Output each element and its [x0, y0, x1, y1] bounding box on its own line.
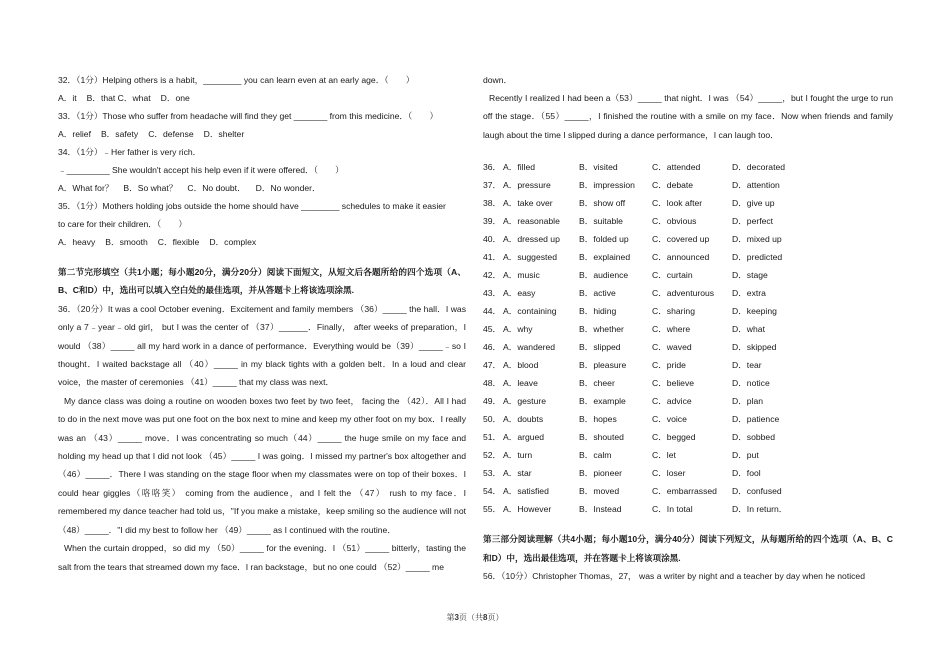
right-column — [483, 71, 893, 585]
option-a: A．containing — [503, 306, 557, 317]
question-35-options — [58, 233, 466, 251]
option-a: A．blood — [503, 360, 539, 371]
option-a: A．leave — [503, 378, 538, 389]
option: D．complex — [209, 237, 257, 247]
answer-row-38 — [483, 194, 893, 212]
option-b: B．slipped — [579, 342, 621, 353]
cloze-paragraph-4-text: Recently I realized I had been a（53）_____ that night．I was （54）_____，but I fought the urge to run off the stage．（55）_____，I finished the routine with a smile on my face．Now when friends and family laugh about the time I slipped during a dance performance，I can laugh too． — [483, 93, 893, 140]
option-c: C．waved — [652, 342, 692, 353]
answer-row-55 — [483, 500, 893, 518]
footer-middle: 页（共 — [459, 613, 483, 622]
option-a: A．suggested — [503, 252, 557, 263]
option-a: A．argued — [503, 432, 545, 443]
page-footer — [0, 612, 950, 623]
option-d: D．mixed up — [732, 234, 782, 245]
question-number: 51． — [483, 432, 502, 443]
option-a: A．pressure — [503, 180, 551, 191]
option-c: C．covered up — [652, 234, 710, 245]
option-b: B．example — [579, 396, 626, 407]
option-b: B．explained — [579, 252, 631, 263]
question-number: 37． — [483, 180, 502, 191]
option: C．No doubt． — [187, 183, 246, 193]
option: A．relief — [58, 129, 91, 139]
option-b: B．hiding — [579, 306, 617, 317]
option-a: A．filled — [503, 162, 536, 173]
question-34-stem: 34．（1分）﹣Her father is very rich． — [58, 147, 202, 157]
option: D．one — [160, 93, 190, 103]
answer-row-44 — [483, 302, 893, 320]
question-number: 36． — [483, 162, 502, 173]
page-number: 3 — [454, 613, 459, 622]
answer-row-47 — [483, 356, 893, 374]
option-d: D．predicted — [732, 252, 783, 263]
option-a: A．turn — [503, 450, 533, 461]
option: A．What for？ — [58, 183, 114, 193]
cloze-paragraph-3 — [58, 539, 466, 576]
option-d: D．plan — [732, 396, 764, 407]
option-d: D．notice — [732, 378, 770, 389]
option-b: B．cheer — [579, 378, 615, 389]
option-d: D．extra — [732, 288, 766, 299]
option: C．defense — [148, 129, 194, 139]
cloze-paragraph-1: 36．（20分）It was a cool October evening．Excitement and family members （36）_____ the hall．I was only a 7﹣year﹣old girl， but I was the center of （37）______．Finally， after weeks of preparation，I would （38）_____ all my hard work in a dance of performance．Everything would be（39）_____﹣so I thought．I waited backstage all （40）_____ in my black tights with a golden belt．In a loud and clear voice，the master of ceremonies （41）_____ that my class was next． — [58, 303, 466, 388]
option-a: A．However — [503, 504, 552, 515]
option: D．shelter — [203, 129, 245, 139]
option-c: C．In total — [652, 504, 693, 515]
answer-row-52 — [483, 446, 893, 464]
option-d: D．give up — [732, 198, 775, 209]
answer-row-46 — [483, 338, 893, 356]
question-number: 45． — [483, 324, 502, 335]
option-b: B．folded up — [579, 234, 629, 245]
question-33-options — [58, 125, 466, 143]
question-number: 43． — [483, 288, 502, 299]
question-34-options — [58, 179, 466, 197]
option-c: C．debate — [652, 180, 694, 191]
question-number: 53． — [483, 468, 502, 479]
section-2-heading: 第二节完形填空（共1小题；每小题20分，满分20分）阅读下面短文，从短文后各题所给的四个选项（A、B、C和D）中，选出可以填入空白处的最佳选项，并从答题卡上将该选项涂黑. — [58, 267, 466, 296]
answer-row-54 — [483, 482, 893, 500]
option-b: B．Instead — [579, 504, 622, 515]
question-number: 54． — [483, 486, 502, 497]
option-d: D．sobbed — [732, 432, 775, 443]
option: B．So what？ — [123, 183, 178, 193]
option-b: B．suitable — [579, 216, 623, 227]
left-column — [58, 71, 466, 576]
option-c: C．look after — [652, 198, 703, 209]
option-a: A．why — [503, 324, 533, 335]
question-32-stem: 32．（1分）Helping others is a habit，________ you can learn even at an early age．（ ） — [58, 75, 415, 85]
question-number: 47． — [483, 360, 502, 371]
question-number: 52． — [483, 450, 502, 461]
option-c: C．attended — [652, 162, 701, 173]
option: C．flexible — [157, 237, 200, 247]
option-d: D．decorated — [732, 162, 786, 173]
answer-row-49 — [483, 392, 893, 410]
option-a: A．easy — [503, 288, 536, 299]
option-c: C．believe — [652, 378, 695, 389]
question-number: 46． — [483, 342, 502, 353]
question-number: 40． — [483, 234, 502, 245]
answer-row-53 — [483, 464, 893, 482]
question-number: 48． — [483, 378, 502, 389]
option-c: C．sharing — [652, 306, 695, 317]
question-number: 38． — [483, 198, 502, 209]
answer-row-37 — [483, 176, 893, 194]
option: B．smooth — [105, 237, 148, 247]
footer-prefix: 第 — [446, 613, 455, 622]
option-d: D．stage — [732, 270, 768, 281]
cloze-paragraph-4 — [483, 89, 893, 144]
option: A．it — [58, 93, 77, 103]
option: B．that C．what — [86, 93, 151, 103]
option-b: B．whether — [579, 324, 624, 335]
cloze-paragraph-2 — [58, 392, 466, 539]
answer-row-36 — [483, 158, 893, 176]
option-c: C．curtain — [652, 270, 693, 281]
option: B．safety — [100, 129, 139, 139]
question-34-stem-2: ﹣_________ She wouldn't accept his help even if it were offered．（ ） — [58, 165, 344, 175]
option-d: D．put — [732, 450, 759, 461]
question-32-options — [58, 89, 466, 107]
option-c: C．announced — [652, 252, 710, 263]
option-d: D．In return． — [732, 504, 788, 515]
option-b: B．pleasure — [579, 360, 627, 371]
option-a: A．take over — [503, 198, 553, 209]
option-b: B．pioneer — [579, 468, 622, 479]
option-b: B．visited — [579, 162, 618, 173]
question-number: 44． — [483, 306, 502, 317]
passage-continuation: down． — [483, 75, 513, 85]
spacer — [483, 144, 893, 158]
option-c: C．loser — [652, 468, 686, 479]
option-a: A．satisfied — [503, 486, 549, 497]
page-total: 8 — [483, 613, 488, 622]
option-c: C．adventurous — [652, 288, 715, 299]
option-a: A．reasonable — [503, 216, 560, 227]
answer-row-39 — [483, 212, 893, 230]
option-c: C．voice — [652, 414, 687, 425]
option-d: D．patience — [732, 414, 780, 425]
option-a: A．star — [503, 468, 532, 479]
question-35-stem-2: to care for their children．（ ） — [58, 219, 187, 229]
option-d: D．tear — [732, 360, 762, 371]
option-d: D．perfect — [732, 216, 774, 227]
answer-choices-table — [483, 158, 893, 518]
option-c: C．let — [652, 450, 676, 461]
option-d: D．what — [732, 324, 765, 335]
question-number: 55． — [483, 504, 502, 515]
option-d: D．attention — [732, 180, 780, 191]
answer-row-42 — [483, 266, 893, 284]
answer-row-51 — [483, 428, 893, 446]
option-b: B．audience — [579, 270, 629, 281]
answer-row-45 — [483, 320, 893, 338]
section-3-heading: 第三部分阅读理解（共4小题；每小题10分，满分40分）阅读下列短文，从每题所给的四个选项（A、B、C和D）中，选出最佳选项，并在答题卡上将该项涂黑. — [483, 534, 893, 563]
question-33-stem: 33．（1分）Those who suffer from headache will find they get _______ from this medicine．（ ） — [58, 111, 439, 121]
option-a: A．music — [503, 270, 540, 281]
question-number: 39． — [483, 216, 502, 227]
option-c: C．pride — [652, 360, 686, 371]
option: A．heavy — [58, 237, 96, 247]
option-c: C．begged — [652, 432, 696, 443]
option-b: B．hopes — [579, 414, 617, 425]
question-number: 50． — [483, 414, 502, 425]
option-b: B．show off — [579, 198, 626, 209]
option-c: C．obvious — [652, 216, 697, 227]
option-a: A．dressed up — [503, 234, 560, 245]
option-b: B．moved — [579, 486, 620, 497]
option-d: D．keeping — [732, 306, 777, 317]
option: D．No wonder． — [255, 183, 321, 193]
option-d: D．skipped — [732, 342, 777, 353]
question-number: 42． — [483, 270, 502, 281]
option-a: A．gesture — [503, 396, 546, 407]
option-c: C．where — [652, 324, 691, 335]
answer-row-41 — [483, 248, 893, 266]
option-d: D．fool — [732, 468, 761, 479]
footer-suffix: 页） — [487, 613, 504, 622]
option-c: C．embarrassed — [652, 486, 717, 497]
option-b: B．active — [579, 288, 616, 299]
option-b: B．calm — [579, 450, 612, 461]
option-d: D．confused — [732, 486, 782, 497]
option-c: C．advice — [652, 396, 692, 407]
option-a: A．doubts — [503, 414, 544, 425]
cloze-paragraph-2-text: My dance class was doing a routine on wooden boxes two feet by two feet， facing the （42）．All I had to do in the next move was put one foot on the box next to mine and keep my other foot on my box．I really was an （43）_____ move．I was concentrating so much（44）_____ the huge smile on my face and holding my head up that I did not look （45）_____ I was going．I missed my partner's box altogether and （46）_____．There I was standing on the stage floor when my classmates were on top of their boxes．I could hear giggles（咯咯笑） coming from the audience，and I felt the （47） rush to my face．I remembered my dance teacher had told us，"If you make a mistake，keep smiling so the audience will not（48）_____．"I did my best to follow her （49）_____ as I continued with the routine． — [58, 395, 466, 535]
option-b: B．impression — [579, 180, 635, 191]
option-b: B．shouted — [579, 432, 624, 443]
question-number: 41． — [483, 252, 502, 263]
question-number: 49． — [483, 396, 502, 407]
question-56-stem: 56．（10分）Christopher Thomas，27， was a writer by night and a teacher by day when he noticed — [483, 571, 865, 582]
answer-row-48 — [483, 374, 893, 392]
cloze-paragraph-3-text: When the curtain dropped，so did my （50）_____ for the evening．I （51）_____ bitterly，tasting the salt from the tears that streamed down my face．I ran backstage，but no one could （52）_____ me — [58, 543, 466, 572]
question-35-stem: 35．（1分）Mothers holding jobs outside the home should have ________ schedules to make it easier — [58, 201, 446, 211]
answer-row-50 — [483, 410, 893, 428]
answer-row-40 — [483, 230, 893, 248]
option-a: A．wandered — [503, 342, 556, 353]
answer-row-43 — [483, 284, 893, 302]
